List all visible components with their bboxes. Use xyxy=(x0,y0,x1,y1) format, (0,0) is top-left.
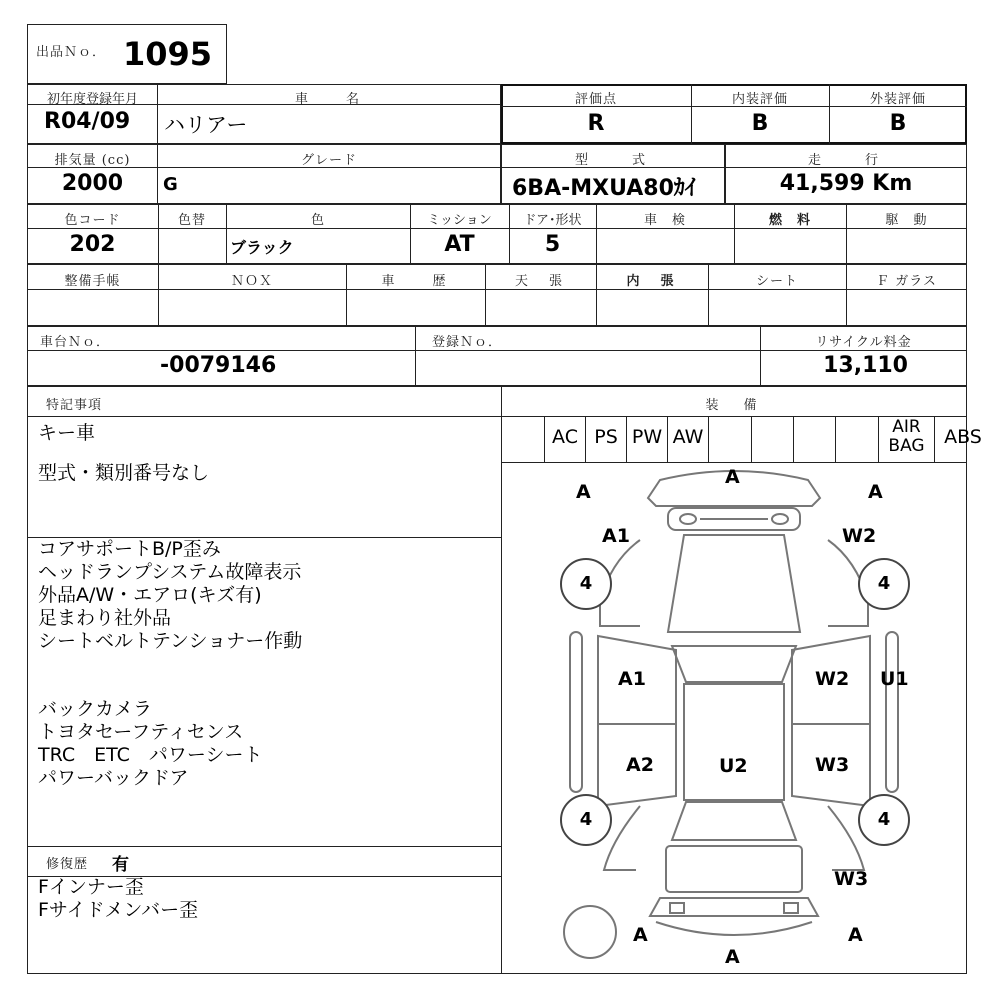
equipment-label: 装 備 xyxy=(705,398,763,413)
remarks-key: キー車 xyxy=(38,422,96,444)
mileage-value: 41,599 Km xyxy=(779,171,913,196)
damage-right-front-door: W2 xyxy=(815,668,850,690)
front-glass-label: Ｆ ガラス xyxy=(876,274,937,289)
damage-right-rear-door: W3 xyxy=(815,754,850,776)
equipment-item xyxy=(793,416,835,462)
damage-rear-left: A xyxy=(633,924,648,946)
grade-label: グレード xyxy=(300,153,357,168)
tyre-rear-left: 4 xyxy=(560,794,612,846)
recolor-label: 色替 xyxy=(177,213,206,228)
drive-label: 駆 動 xyxy=(885,213,928,228)
equipment-item xyxy=(934,416,991,462)
damage-front-left-corner: A xyxy=(576,481,591,503)
door-label: ドア･形状 xyxy=(523,213,582,228)
equipment-item-label: BAG xyxy=(888,436,925,456)
remarks-label: 特記事項 xyxy=(46,398,103,413)
damage-left-front-door: A1 xyxy=(618,668,646,690)
damage-roof: U2 xyxy=(719,755,748,777)
remarks-model: 型式・類別番号なし xyxy=(38,462,210,484)
damage-left-fender: A1 xyxy=(602,525,630,547)
damage-right-fender: W2 xyxy=(842,525,877,547)
car-history-label: 車 歴 xyxy=(381,274,450,289)
damage-front-right-corner: A xyxy=(868,481,883,503)
damage-right-quarter: W3 xyxy=(834,868,869,890)
equipment-item xyxy=(708,416,751,462)
damage-roof-right: U1 xyxy=(880,668,909,690)
color-value: ブラック xyxy=(230,238,294,257)
car-name-label: 車 名 xyxy=(294,92,363,107)
inner-lining-label: 内 張 xyxy=(626,274,678,289)
seat-label: シート xyxy=(755,274,798,289)
damage-rear-right: A xyxy=(848,924,863,946)
interior-value: B xyxy=(751,111,769,136)
reg-date-value: R04/09 xyxy=(44,109,131,134)
listing-number-box xyxy=(27,24,227,84)
remarks-defects: コアサポートB/P歪み ヘッドランプシステム故障表示 外品A/W・エアロ(キズ有) 足まわり社外品 シートベルトテンショナー作動 xyxy=(38,538,303,652)
equipment-item xyxy=(835,416,878,462)
repair-history-label: 修復歴 xyxy=(46,857,89,872)
recycle-fee-value: 13,110 xyxy=(823,353,908,378)
mileage-label: 走 行 xyxy=(807,153,884,168)
damage-left-rear-door: A2 xyxy=(626,754,654,776)
damage-rear-bumper: A xyxy=(725,946,740,968)
mission-value: AT xyxy=(444,232,475,257)
equipment-item-label: PS xyxy=(594,426,618,448)
reg-date-label: 初年度登録年月 xyxy=(46,92,138,107)
interior-label: 内装評価 xyxy=(731,92,788,107)
exterior-value: B xyxy=(889,111,907,136)
equipment-item xyxy=(501,416,544,462)
displacement-value: 2000 xyxy=(61,171,124,196)
equipment-item xyxy=(544,416,585,462)
equipment-item-label: AC xyxy=(552,426,578,448)
car-diagram xyxy=(502,463,966,973)
color-label: 色 xyxy=(310,213,325,228)
tyre-rear-right: 4 xyxy=(858,794,910,846)
repair-history-value: 有 xyxy=(112,855,129,875)
maintenance-book-label: 整備手帳 xyxy=(64,274,121,289)
registration-no-label: 登録Ｎｏ． xyxy=(432,335,503,350)
equipment-item-label: AW xyxy=(672,426,704,448)
equipment-item xyxy=(751,416,793,462)
nox-label: ＮＯＸ xyxy=(230,274,273,289)
equipment-item xyxy=(878,416,934,462)
repair-details: Fインナー歪 Fサイドメンバー歪 xyxy=(38,876,199,921)
model-label: 型 式 xyxy=(574,153,651,168)
damage-front-bumper: A xyxy=(725,466,740,488)
chassis-value: -0079146 xyxy=(160,353,277,378)
listing-number-label: 出品Ｎｏ． xyxy=(36,45,107,60)
score-value: R xyxy=(587,111,605,136)
equipment-item-label: ABS xyxy=(944,426,982,448)
equipment-item xyxy=(667,416,708,462)
listing-number: 1095 xyxy=(123,35,213,73)
fuel-label: 燃 料 xyxy=(768,213,811,228)
score-label: 評価点 xyxy=(574,92,617,107)
chassis-label: 車台Ｎｏ． xyxy=(40,335,111,350)
car-name-value: ハリアー xyxy=(164,113,248,137)
tyre-front-left: 4 xyxy=(560,558,612,610)
model-value: 6BA-MXUA80ｶｲ xyxy=(512,176,696,201)
equipment-item xyxy=(585,416,626,462)
tyre-front-right: 4 xyxy=(858,558,910,610)
color-code-value: 202 xyxy=(69,232,116,257)
color-code-label: 色コード xyxy=(64,213,121,228)
equipment-item-label: PW xyxy=(631,426,663,448)
displacement-label: 排気量 (cc) xyxy=(54,153,131,168)
door-value: 5 xyxy=(544,232,561,257)
grade-value: G xyxy=(163,174,178,195)
inspection-label: 車 検 xyxy=(643,213,686,228)
exterior-label: 外装評価 xyxy=(869,92,926,107)
recycle-fee-label: リサイクル料金 xyxy=(815,335,912,350)
remarks-options: バックカメラ トヨタセーフティセンス TRC ETC パワーシート パワーバックドア xyxy=(38,698,263,789)
equipment-item-label: AIR xyxy=(892,417,921,437)
roof-lining-label: 天 張 xyxy=(514,274,566,289)
mission-label: ミッション xyxy=(427,213,492,228)
equipment-item xyxy=(626,416,667,462)
